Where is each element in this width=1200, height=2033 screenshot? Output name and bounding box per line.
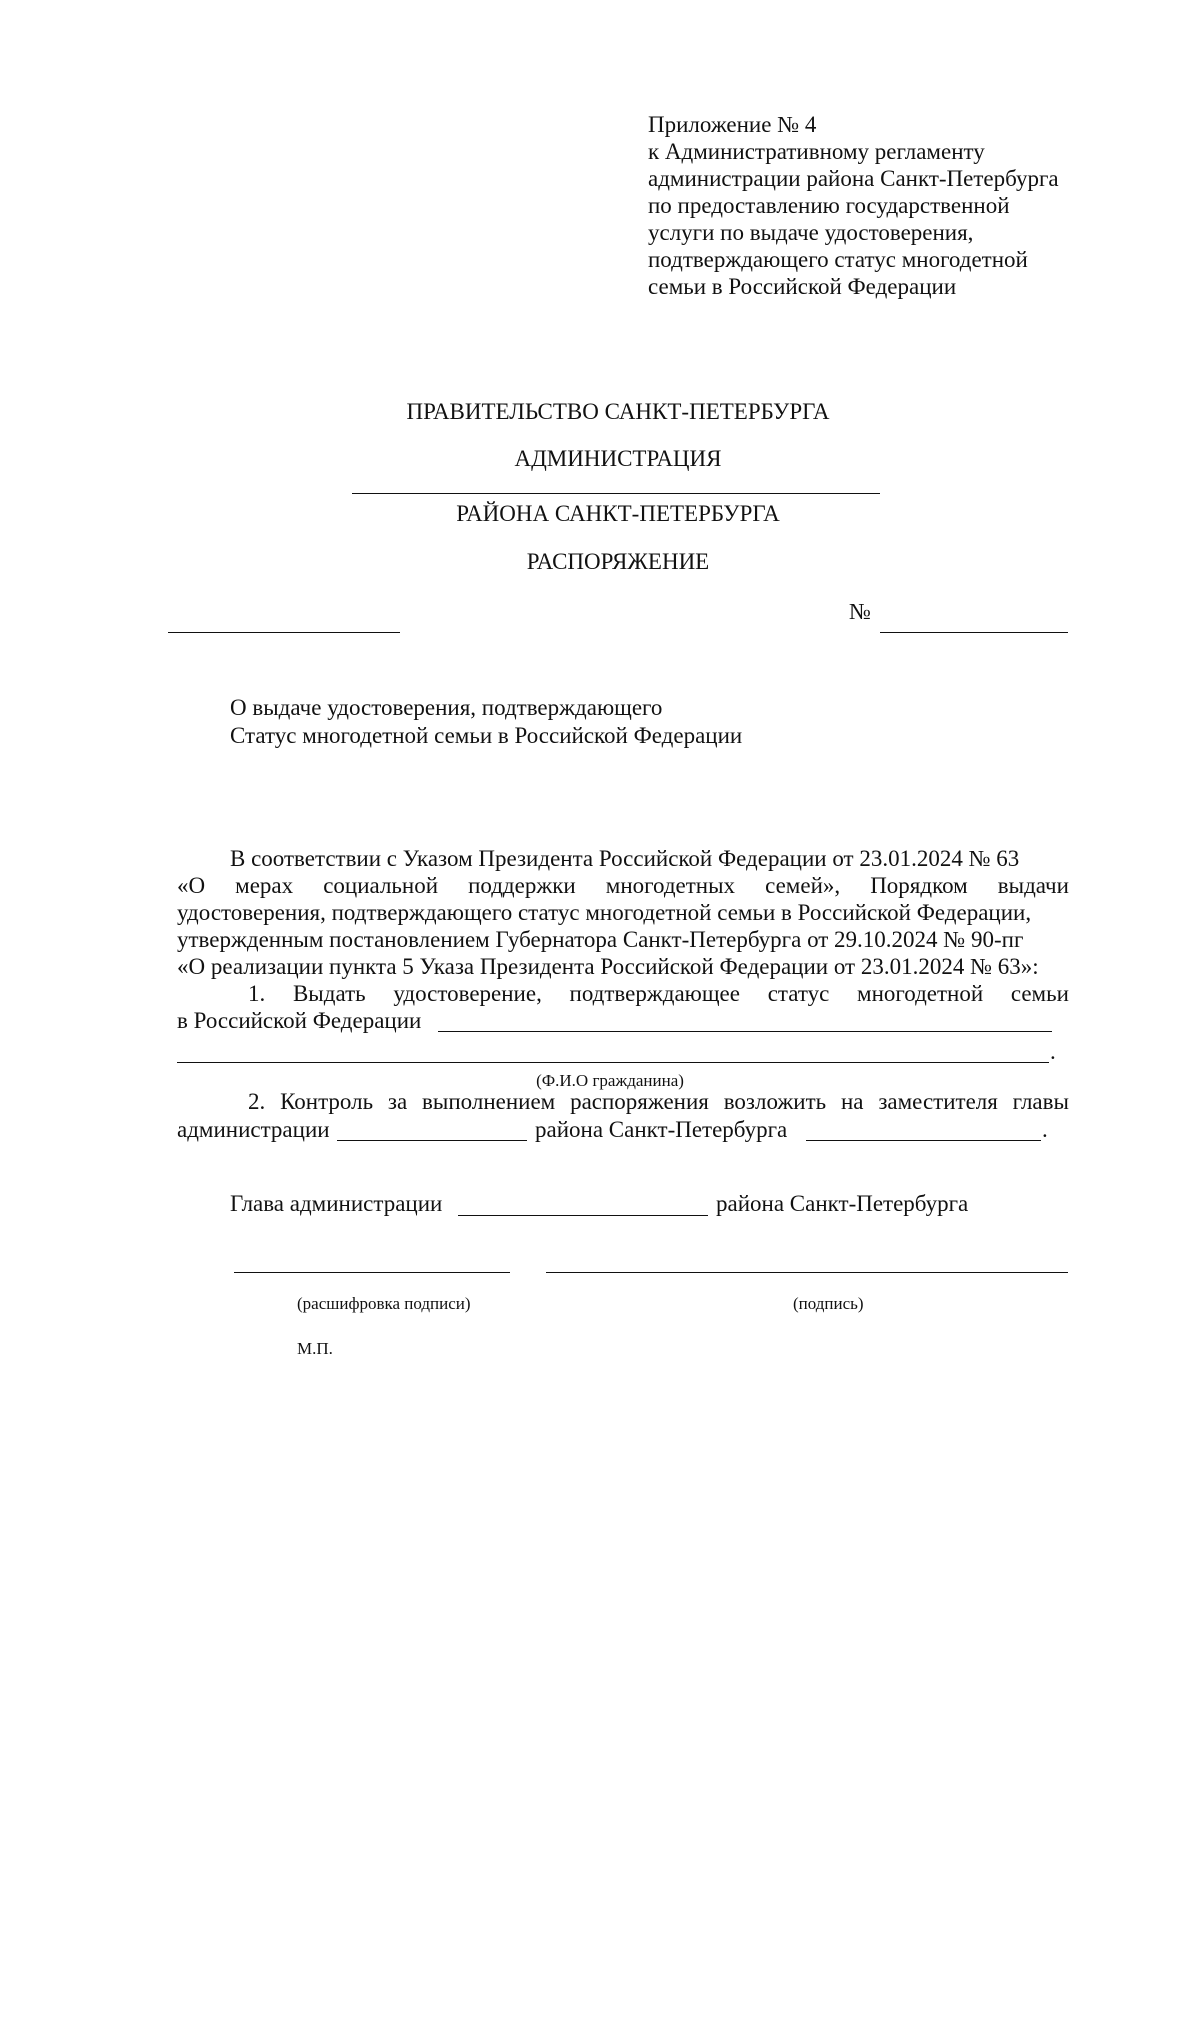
word: Выдать	[292, 981, 366, 1006]
head-of-admin-suffix: района Санкт-Петербурга	[716, 1191, 969, 1216]
number-sign: №	[849, 599, 871, 624]
seal-placeholder: М.П.	[297, 1339, 333, 1358]
citizen-caption: (Ф.И.О гражданина)	[536, 1071, 684, 1090]
word: за	[387, 1089, 408, 1114]
body-line-1: В соответствии с Указом Президента Российской Федерации от 23.01.2024 № 63	[230, 846, 1020, 871]
word: поддержки	[468, 873, 576, 898]
word: Контроль	[280, 1089, 374, 1114]
appendix-line: Приложение № 4	[648, 112, 817, 137]
appendix-line: услуги по выдаче удостоверения,	[648, 220, 974, 245]
item-2-line	[248, 1088, 1069, 1115]
citizen-name-blank-1	[438, 1031, 1052, 1032]
document-type-title: РАСПОРЯЖЕНИЕ	[526, 549, 710, 574]
number-blank	[880, 632, 1068, 633]
item-2-middle: района Санкт-Петербурга	[535, 1117, 788, 1142]
deputy-name-blank	[806, 1140, 1041, 1141]
word: распоряжения	[570, 1089, 709, 1114]
district-blank	[337, 1140, 527, 1141]
signature-transcript-caption: (расшифровка подписи)	[297, 1294, 471, 1313]
word: главы	[1012, 1089, 1069, 1114]
body-line-4: утвержденным постановлением Губернатора Санкт-Петербурга от 29.10.2024 № 90-пг	[177, 927, 1024, 952]
head-district-blank	[458, 1215, 708, 1216]
word: удостоверение,	[393, 981, 542, 1006]
word: многодетных	[605, 873, 736, 898]
word: мерах	[235, 873, 294, 898]
word: выдачи	[997, 873, 1069, 898]
item-2-period: .	[1042, 1117, 1048, 1142]
subject-line-2: Статус многодетной семьи в Российской Федерации	[230, 723, 743, 748]
citizen-blank-period: .	[1050, 1039, 1056, 1064]
word: заместителя	[878, 1089, 998, 1114]
body-line-5: «О реализации пункта 5 Указа Президента Российской Федерации от 23.01.2024 № 63»:	[177, 954, 1039, 979]
word: многодетной	[857, 981, 984, 1006]
citizen-name-blank-2	[177, 1062, 1049, 1063]
word: «О	[177, 873, 206, 898]
appendix-line: к Административному регламенту	[648, 139, 985, 164]
item-2-prefix: администрации	[177, 1117, 330, 1142]
word: 1.	[248, 981, 266, 1006]
subject-line-1: О выдаче удостоверения, подтверждающего	[230, 695, 663, 720]
body-line-3: удостоверения, подтверждающего статус многодетной семьи в Российской Федерации,	[177, 900, 1032, 925]
word: выполнением	[422, 1089, 556, 1114]
signature-caption: (подпись)	[793, 1294, 864, 1313]
signature-blank	[546, 1272, 1068, 1273]
word: 2.	[248, 1089, 266, 1114]
appendix-line: семьи в Российской Федерации	[648, 274, 957, 299]
word: подтверждающее	[569, 981, 740, 1006]
appendix-line: администрации района Санкт-Петербурга	[648, 166, 1059, 191]
date-blank	[168, 632, 400, 633]
word: статус	[767, 981, 830, 1006]
word: Порядком	[870, 873, 968, 898]
word: семей»,	[765, 873, 841, 898]
word: на	[840, 1089, 864, 1114]
word: семьи	[1010, 981, 1069, 1006]
appendix-line: по предоставлению государственной	[648, 193, 1010, 218]
appendix-block	[648, 111, 1059, 300]
word: возложить	[723, 1089, 827, 1114]
body-line-2	[177, 872, 1069, 899]
item-1-line	[248, 980, 1069, 1007]
district-name-blank	[352, 493, 880, 494]
word: социальной	[323, 873, 439, 898]
item-1-continuation: в Российской Федерации	[177, 1008, 422, 1033]
administration-title: АДМИНИСТРАЦИЯ	[514, 446, 722, 471]
district-title: РАЙОНА САНКТ-ПЕТЕРБУРГА	[456, 501, 780, 526]
head-of-admin-prefix: Глава администрации	[230, 1191, 443, 1216]
government-title: ПРАВИТЕЛЬСТВО САНКТ-ПЕТЕРБУРГА	[406, 399, 830, 424]
appendix-line: подтверждающего статус многодетной	[648, 247, 1028, 272]
signature-transcript-blank	[234, 1272, 510, 1273]
